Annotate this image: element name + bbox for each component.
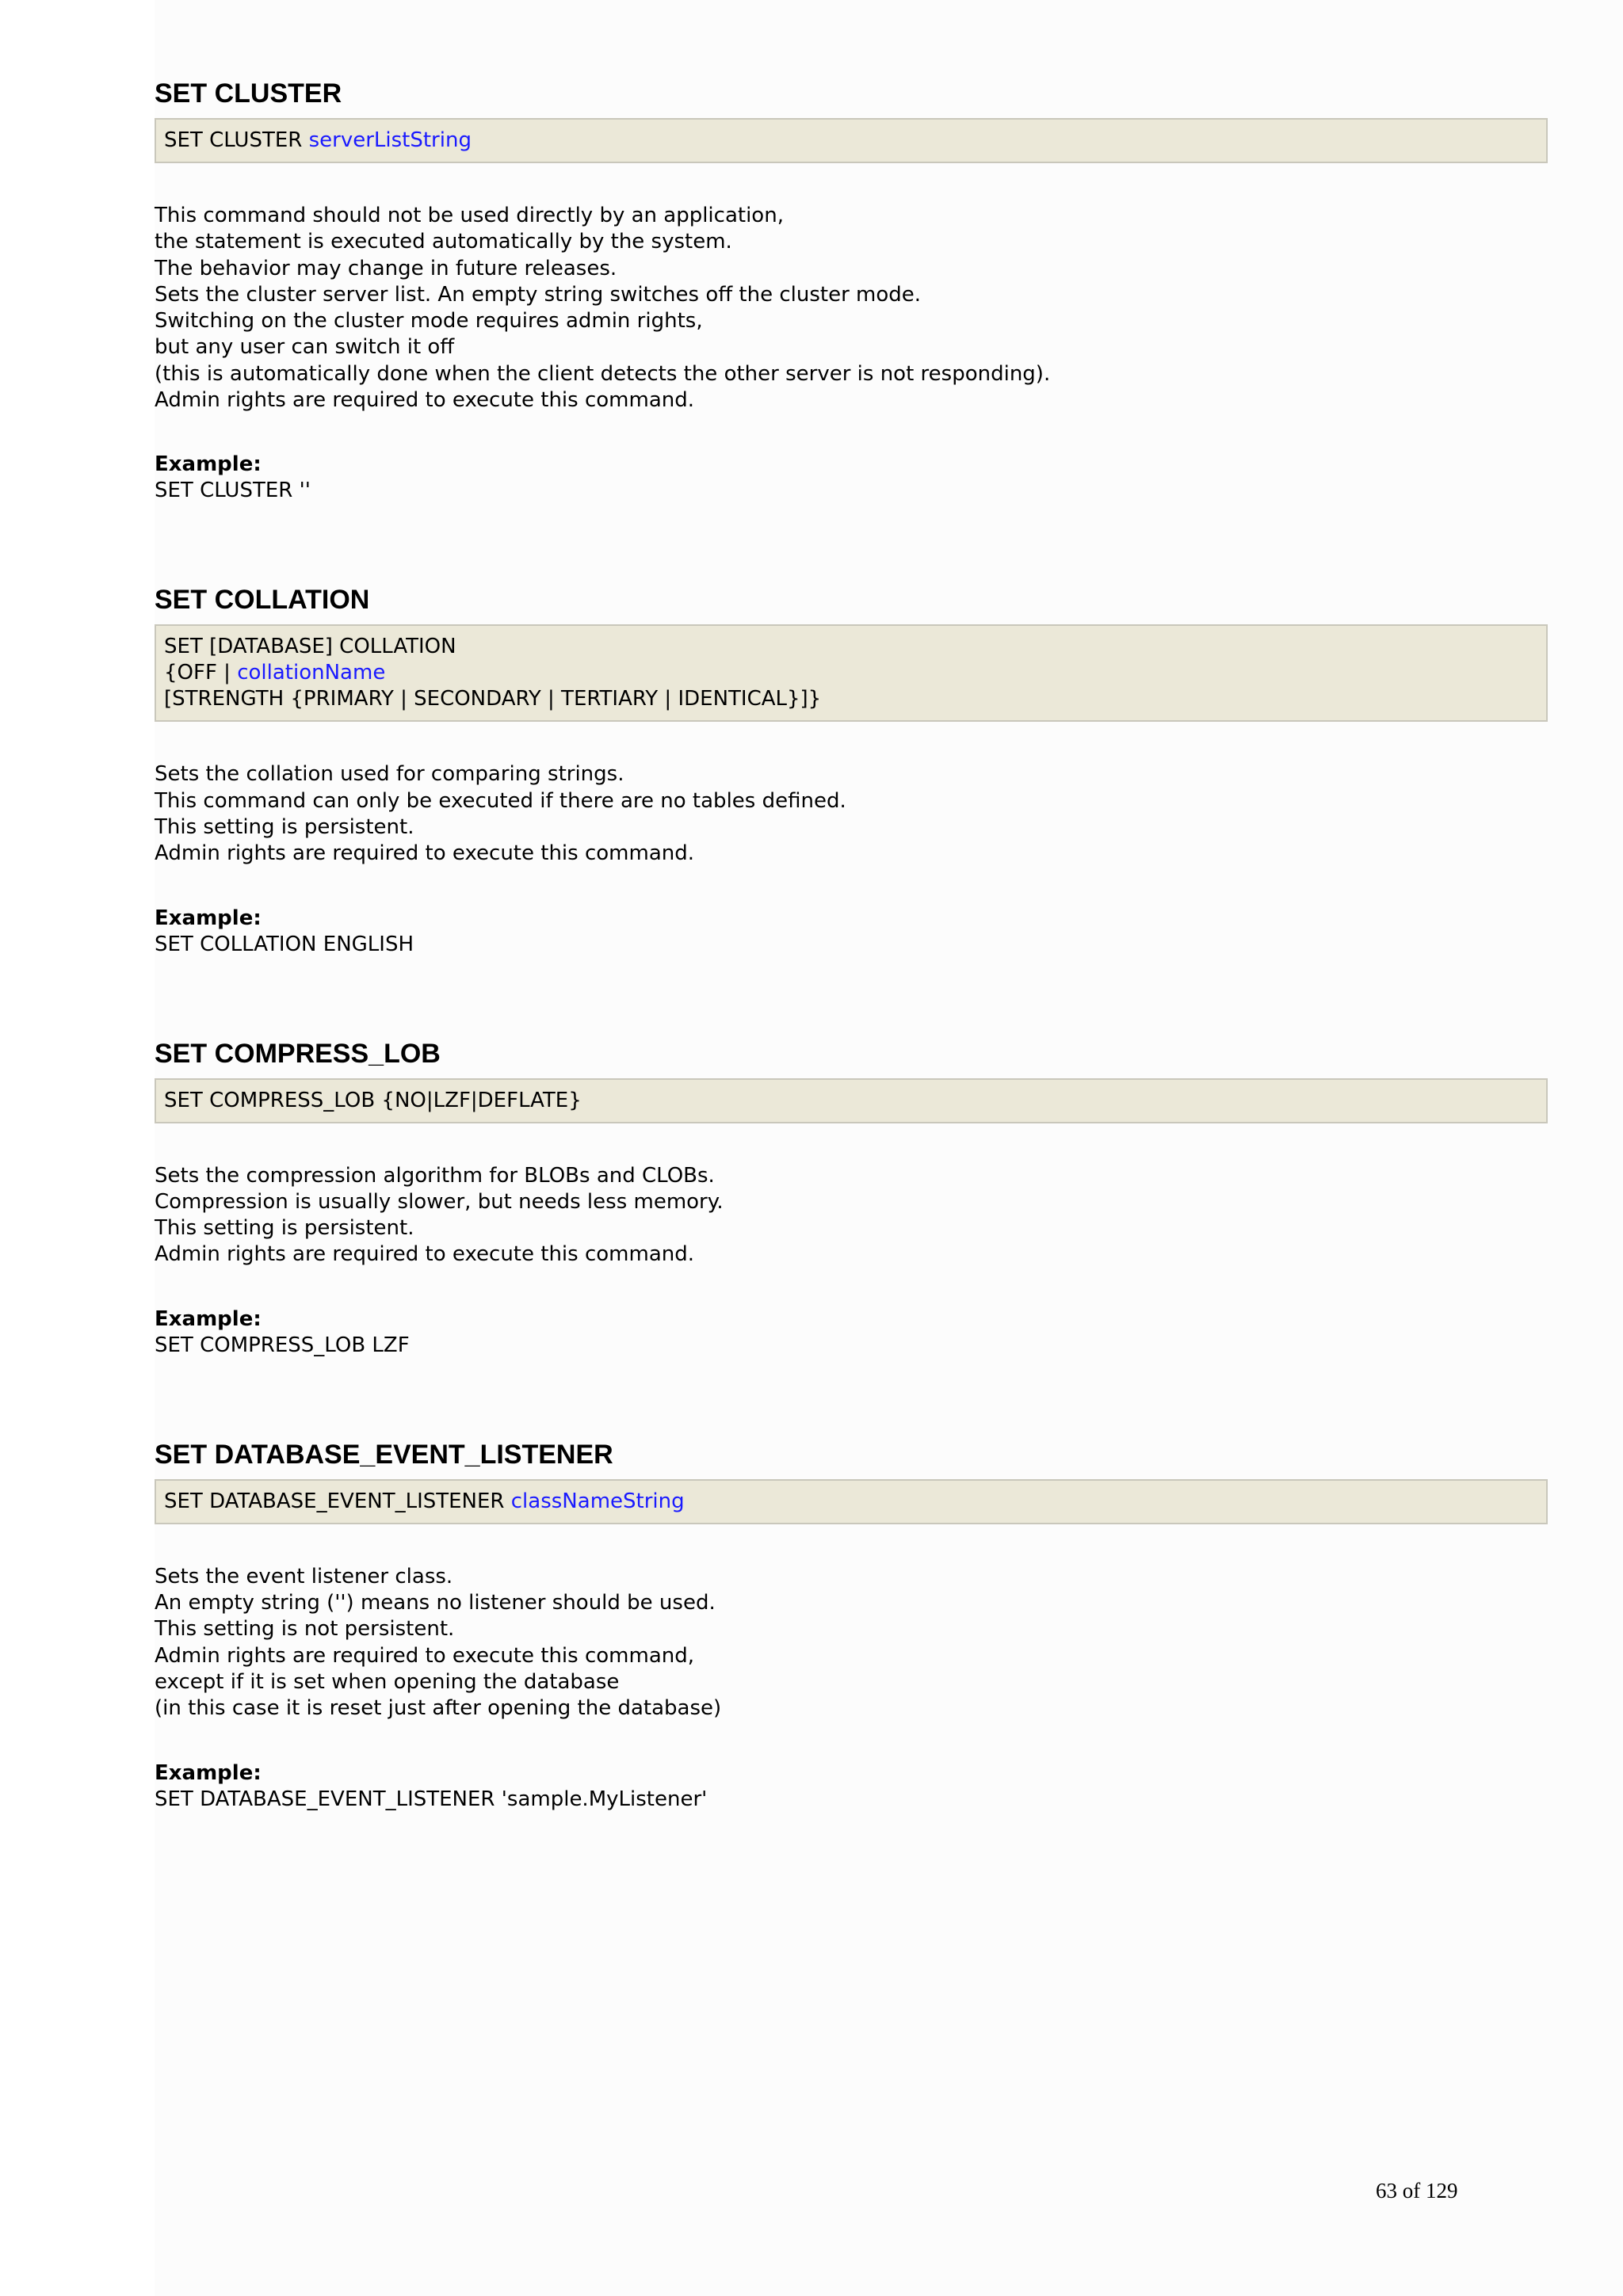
syntax-param: serverListString [308,128,472,152]
description-line: This command should not be used directly by an application, [155,204,784,227]
description-line: Sets the event listener class. [155,1564,453,1589]
page-number: 63 of 129 [1376,2179,1458,2203]
description-line: Admin rights are required to execute this command. [155,841,695,866]
description-line: Admin rights are required to execute this command. [155,388,695,413]
syntax-box [155,624,1548,722]
description-line: This command can only be executed if there are no tables defined. [155,788,846,813]
description-line: Switching on the cluster mode requires admin rights, [155,309,703,334]
syntax-box [155,118,1548,163]
description-line: Admin rights are required to execute this command. [155,1242,695,1267]
syntax-line [164,1489,1538,1515]
description-line: This setting is persistent. [155,814,414,839]
description-line: Sets the compression algorithm for BLOBs and CLOBs. [155,1163,715,1188]
description-line: (in this case it is reset just after opening the database) [155,1696,722,1721]
section-set-collation [155,583,1548,957]
example-label: Example: [155,906,262,930]
description-line: An empty string ('') means no listener should be used. [155,1591,716,1615]
description-line: the statement is executed automatically by the system. [155,230,732,254]
syntax-line [164,634,1538,660]
syntax-text: {OFF | [164,661,238,685]
description-line: Sets the cluster server list. An empty string switches off the cluster mode. [155,282,922,307]
example-code: SET CLUSTER '' [155,479,311,503]
description-line: but any user can switch it off [155,335,455,360]
description-line: Compression is usually slower, but needs less memory. [155,1189,724,1214]
syntax-line [164,660,1538,686]
description [155,1564,1548,1722]
description-line: (this is automatically done when the client detects the other server is not responding). [155,361,1051,386]
syntax-param: classNameString [510,1489,685,1513]
section-title: SET COMPRESS_LOB [155,1038,441,1069]
example-code: SET COLLATION ENGLISH [155,932,414,956]
syntax-text: SET CLUSTER [164,128,309,152]
section-set-cluster [155,77,1548,504]
syntax-param: collationName [237,661,386,685]
example-code: SET DATABASE_EVENT_LISTENER 'sample.MyListener' [155,1787,708,1811]
syntax-text: [STRENGTH {PRIMARY | SECONDARY | TERTIARY | IDENTICAL}]} [164,687,822,711]
example-label: Example: [155,452,262,477]
example-label: Example: [155,1760,262,1785]
syntax-text: SET DATABASE_EVENT_LISTENER [164,1489,511,1513]
description-line: This setting is persistent. [155,1216,414,1241]
syntax-text: SET COMPRESS_LOB {NO|LZF|DEFLATE} [164,1088,582,1112]
section-set-database-event-listener [155,1438,1548,1813]
description [155,761,1548,867]
example-label: Example: [155,1306,262,1331]
syntax-line [164,686,1538,712]
syntax-box [155,1479,1548,1524]
section-title: SET DATABASE_EVENT_LISTENER [155,1439,613,1470]
syntax-box [155,1078,1548,1123]
description [155,203,1548,414]
description-line: Sets the collation used for comparing strings. [155,762,624,787]
document-content [155,77,1548,1813]
example-code: SET COMPRESS_LOB LZF [155,1333,410,1357]
section-set-compress-lob [155,1037,1548,1359]
syntax-line [164,128,1538,154]
syntax-text: SET [DATABASE] COLLATION [164,635,456,659]
description [155,1163,1548,1268]
syntax-line [164,1088,1538,1114]
description-line: The behavior may change in future releases. [155,256,617,280]
section-title: SET COLLATION [155,585,370,616]
description-line: except if it is set when opening the database [155,1669,620,1694]
section-title: SET CLUSTER [155,78,342,109]
description-line: This setting is not persistent. [155,1617,455,1642]
description-line: Admin rights are required to execute this command, [155,1643,695,1668]
